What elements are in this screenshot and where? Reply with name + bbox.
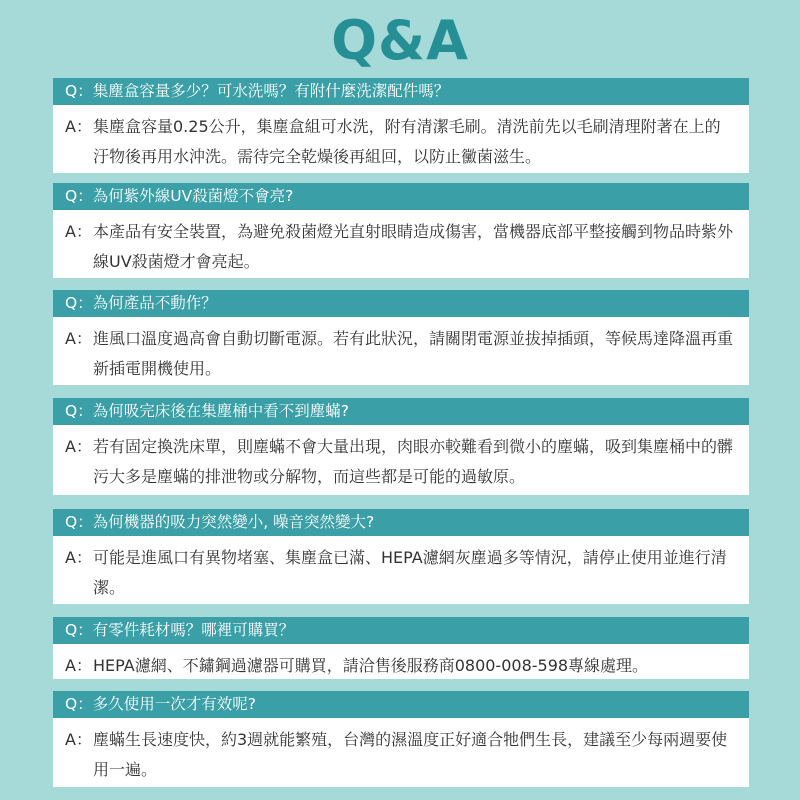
faq-answer: [53, 718, 749, 785]
question-text: 為何紫外線UV殺菌燈不會亮?: [92, 187, 294, 205]
question-prefix: Q：: [65, 294, 93, 312]
answer-text: HEPA濾網、不鏽鋼過濾器可購買，請洽售後服務商0800-008-598專線處理。: [93, 656, 649, 675]
question-prefix: Q：: [65, 513, 93, 531]
faq-question: [53, 78, 749, 105]
page-title: Q&A: [331, 9, 469, 72]
faq-question: [53, 691, 749, 718]
faq-answer: [53, 105, 749, 172]
faq-question: [53, 183, 749, 210]
faq-question: [53, 290, 749, 317]
faq-item: [53, 398, 749, 495]
faq-item: [53, 617, 749, 679]
answer-text: 可能是進風口有異物堵塞、集塵盒已滿、HEPA濾網灰塵過多等情況，請停止使用並進行清潔。: [93, 548, 727, 597]
answer-text: 集塵盒容量0.25公升，集塵盒組可水洗，附有清潔毛刷。清洗前先以毛刷清理附著在上的汙物後再用水沖洗。需待完全乾燥後再組回，以防止黴菌滋生。: [93, 117, 721, 166]
answer-text: 若有固定換洗床單，則塵蟎不會大量出現，肉眼亦較難看到微小的塵蟎，吸到集塵桶中的髒污大多是塵蟎的排泄物或分解物，而這些都是可能的過敏原。: [93, 437, 734, 486]
answer-prefix: A：: [65, 730, 92, 749]
faq-item: [53, 509, 749, 604]
answer-prefix: A：: [65, 437, 92, 456]
faq-item: [53, 691, 749, 787]
faq-item: [53, 183, 749, 278]
faq-answer: [53, 644, 749, 681]
question-text: 集塵盒容量多少？可水洗嗎？有附什麼洗潔配件嗎？: [92, 82, 450, 100]
faq-item: [53, 78, 749, 173]
question-prefix: Q：: [65, 621, 93, 639]
faq-answer: [53, 317, 749, 384]
faq-answer: [53, 425, 749, 492]
answer-prefix: A：: [65, 656, 92, 675]
faq-question: [53, 509, 749, 536]
faq-answer: [53, 210, 749, 277]
question-prefix: Q：: [65, 187, 93, 205]
question-text: 多久使用一次才有效呢?: [92, 695, 256, 713]
question-text: 為何機器的吸力突然變小, 噪音突然變大?: [92, 513, 375, 531]
question-prefix: Q：: [65, 402, 93, 420]
faq-answer: [53, 536, 749, 603]
answer-prefix: A：: [65, 117, 92, 136]
faq-question: [53, 398, 749, 425]
question-prefix: Q：: [65, 695, 93, 713]
answer-prefix: A：: [65, 329, 92, 348]
answer-text: 進風口溫度過高會自動切斷電源。若有此狀況，請關閉電源並拔掉插頭，等候馬達降溫再重新插電開機使用。: [93, 329, 734, 378]
question-text: 為何產品不動作？: [92, 294, 217, 312]
faq-question: [53, 617, 749, 644]
answer-text: 塵蟎生長速度快，約3週就能繁殖，台灣的濕溫度正好適合牠們生長，建議至少每兩週要使用一遍。: [93, 730, 728, 779]
faq-item: [53, 290, 749, 385]
question-prefix: Q：: [65, 82, 93, 100]
answer-prefix: A：: [65, 222, 92, 241]
question-text: 有零件耗材嗎？哪裡可購買？: [92, 621, 295, 639]
answer-text: 本產品有安全裝置，為避免殺菌燈光直射眼睛造成傷害，當機器底部平整接觸到物品時紫外線UV殺菌燈才會亮起。: [93, 222, 734, 271]
answer-prefix: A：: [65, 548, 92, 567]
question-text: 為何吸完床後在集塵桶中看不到塵蟎?: [92, 402, 349, 420]
